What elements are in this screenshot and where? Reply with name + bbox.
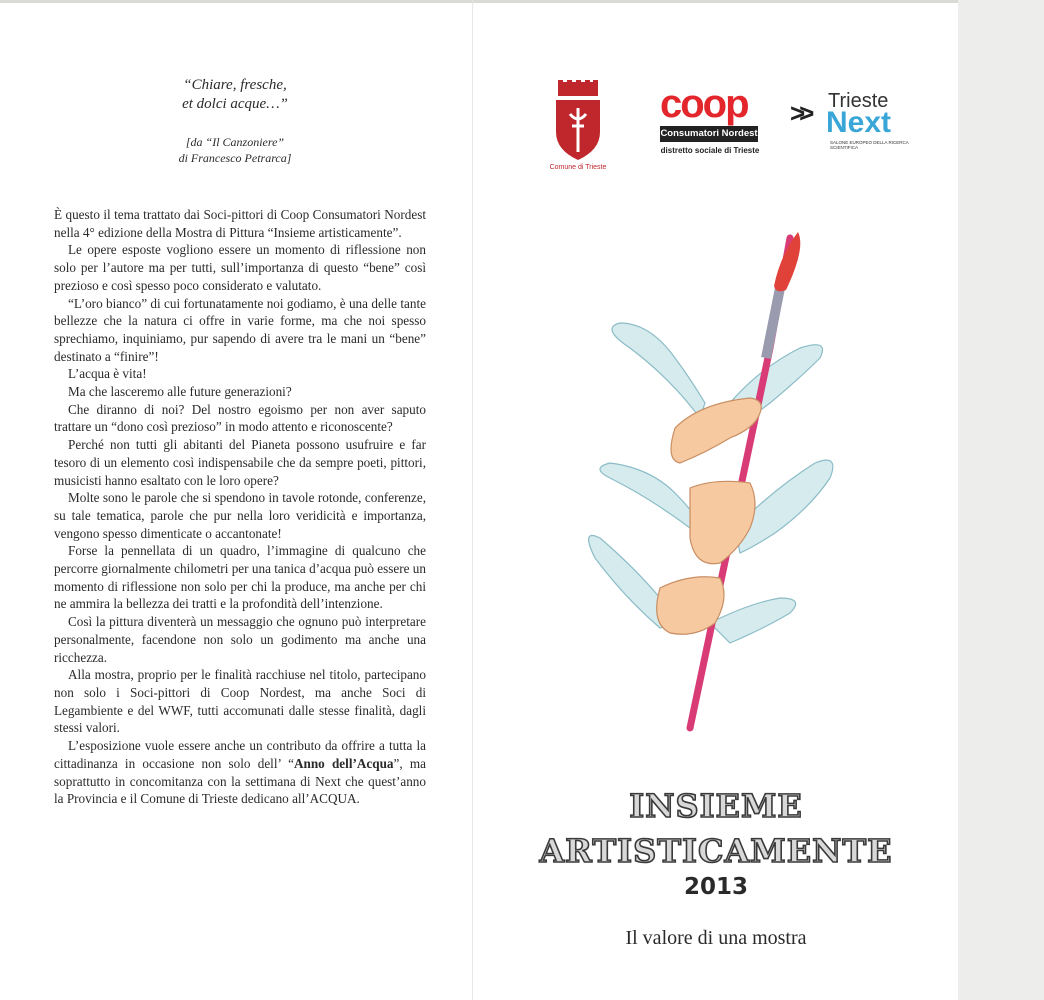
paragraph: Che diranno di noi? Del nostro egoismo per non aver saputo trattare un “dono così prezioso” in modo attento e riconoscente? — [54, 401, 426, 435]
coop-subtitle: distretto sociale di Trieste — [660, 146, 760, 155]
exhibition-year: 2013 — [683, 874, 748, 900]
hand-icon — [690, 481, 755, 563]
trieste-shield-icon — [528, 80, 628, 164]
next-line-1: Trieste — [828, 90, 889, 112]
fold-line — [472, 0, 473, 1000]
trieste-caption: Comune di Trieste — [549, 164, 607, 171]
trieste-next-logo — [790, 90, 910, 160]
double-chevron-icon: >> — [790, 98, 809, 128]
paragraph: È questo il tema trattato dai Soci-pittori di Coop Consumatori Nordest nella 4° edizione della Mostra di Pittura “Insieme artisticamente”. — [54, 207, 426, 240]
brush-ferrule — [766, 288, 780, 358]
paragraph: Le opere esposte vogliono essere un momento di riflessione non solo per l’autore ma per tutti, sull’importanza di questo “bene” così prezioso e così spesso poco considerato e valutato. — [54, 242, 426, 293]
paragraph — [54, 737, 426, 808]
exhibition-title-line-1: INSIEME — [629, 787, 803, 825]
quote-attribution-1: [da “Il Canzoniere” — [185, 135, 285, 149]
paragraph: Perché non tutti gli abitanti del Pianeta possono usufruire e far tesoro di un elemento così indispensabile che da sempre poeti, pittori, musicisti hanno esaltato con le loro opere? — [54, 437, 426, 488]
quote-line-2: et dolci acque…” — [182, 96, 288, 112]
paragraph: Così la pittura diventerà un messaggio che ognuno può interpretare personalmente, facendone non solo un godimento ma anche una ricchezza. — [54, 614, 426, 665]
quote-attribution-2: di Francesco Petrarca] — [178, 151, 292, 165]
coop-wordmark: coop — [660, 82, 748, 126]
intro-text — [54, 206, 426, 808]
paragraph: Alla mostra, proprio per le finalità racchiuse nel titolo, partecipano non solo i Soci-pittori di Coop Nordest, ma anche Soci di Legambiente e del WWF, tutti accomunati dalle stesse finalità, dagli stessi valori. — [54, 667, 426, 736]
wing-icon — [600, 463, 700, 528]
paragraph: “L’oro bianco” di cui fortunatamente noi godiamo, è una delle tante bellezze che la natura ci offre in varie forme, ma che noi spesso sprechiamo, inquiniamo, pur sapendo di avere tra le mani un “bene” destinato a “finire”! — [54, 295, 426, 364]
paragraph-text: L’esposizione vuole essere anche un contributo da offrire a tutta la cittadinanza in occasione non solo dell’ “ — [54, 738, 426, 771]
paragraph: Ma che lasceremo alle future generazioni? — [68, 384, 292, 400]
paragraph: L’acqua è vita! — [68, 366, 147, 382]
comune-trieste-logo — [528, 80, 628, 172]
coop-nordest-bar: Consumatori Nordest — [660, 126, 758, 142]
quote-line-1: “Chiare, fresche, — [183, 77, 287, 93]
sheet-top-edge — [0, 0, 958, 3]
winged-hands-paintbrush-illustration — [580, 228, 840, 738]
next-caption: SALONE EUROPEO DELLA RICERCA SCIENTIFICA — [830, 140, 909, 150]
anno-acqua-emphasis: Anno dell’Acqua — [293, 755, 394, 771]
exhibition-subtitle: Il valore di una mostra — [625, 927, 807, 949]
next-line-2: Next — [826, 106, 892, 139]
wing-icon — [612, 323, 705, 418]
paragraph: Forse la pennellata di un quadro, l’immagine di qualcuno che percorre giornalmente chilometri per una tanica d’acqua può essere un momento di riflessione non solo per chi la produce, ma anche per chi ne ammira la bellezza dei tratti e la profondità dell’intenzione. — [54, 543, 426, 612]
coop-logo — [656, 84, 766, 164]
scan-margin — [958, 0, 1044, 1000]
paragraph: Molte sono le parole che si spendono in tavole rotonde, conferenze, su tale tematica, parole che pur nella loro veridicità e importanza, vengono spesso dimenticate o accantonate! — [54, 490, 426, 541]
paragraph-text: ”, ma soprattutto in concomitanza con la settimana di Next che quest’anno la Provincia e il Comune di Trieste dedicano all’ACQUA. — [54, 755, 426, 807]
petrarca-quote — [150, 76, 320, 166]
exhibition-title-line-2: ARTISTICAMENTE — [539, 832, 893, 870]
